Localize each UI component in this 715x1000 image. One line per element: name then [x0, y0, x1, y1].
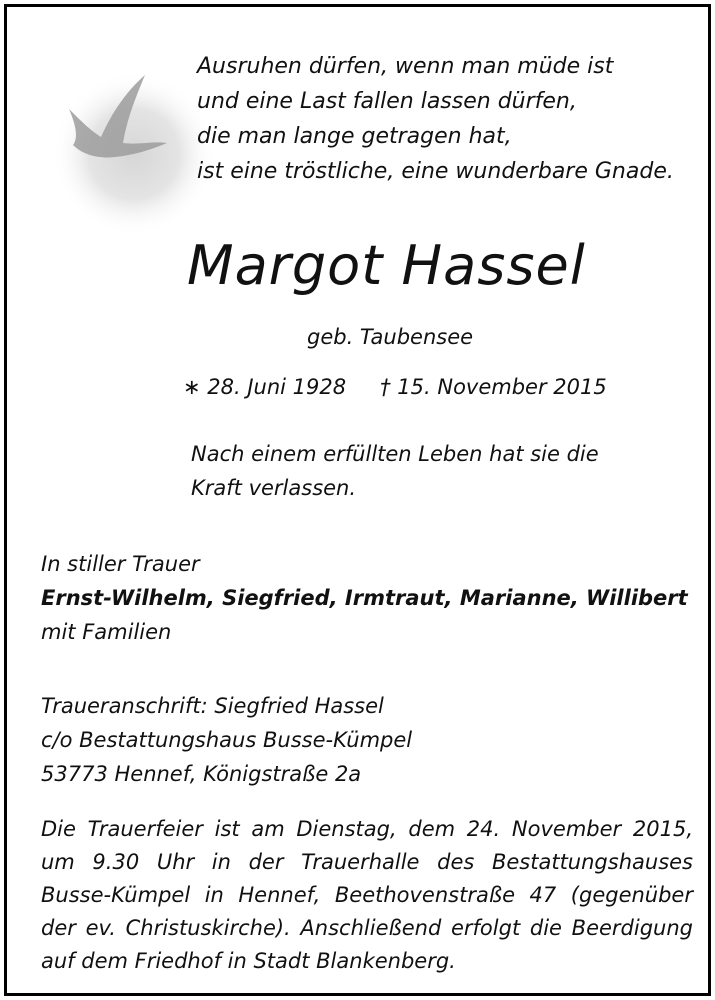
- poem-line: ist eine tröstliche, eine wunderbare Gnade.: [197, 159, 674, 184]
- bird-icon: [49, 59, 219, 239]
- service-line: Die Trauerfeier ist am Dienstag, dem 24. November 2015,: [41, 817, 693, 841]
- address-line: c/o Bestattungshaus Busse-Kümpel: [41, 728, 413, 752]
- service-line: Busse-Kümpel in Hennef, Beethovenstraße 47 (gegenüber: [41, 883, 693, 907]
- poem: [197, 49, 674, 189]
- birth-date: ∗ 28. Juni 1928: [183, 375, 347, 399]
- maiden-name: geb. Taubensee: [307, 325, 474, 349]
- obituary-frame: [4, 4, 711, 996]
- life-text: [191, 437, 599, 505]
- address-line: 53773 Hennef, Königstraße 2a: [41, 762, 362, 786]
- mourners-family: mit Familien: [41, 620, 172, 644]
- service-line: auf dem Friedhof in Stadt Blankenberg.: [41, 949, 456, 973]
- life-dates: [183, 375, 607, 399]
- mourners: [41, 547, 688, 649]
- emblem: [49, 59, 219, 239]
- poem-line: Ausruhen dürfen, wenn man müde ist: [197, 54, 614, 79]
- address-line: Traueranschrift: Siegfried Hassel: [41, 694, 384, 718]
- service-line: der ev. Christuskirche). Anschließend erfolgt die Beerdigung: [41, 916, 693, 940]
- service-line: um 9.30 Uhr in der Trauerhalle des Bestattungshauses: [41, 850, 693, 874]
- poem-line: die man lange getragen hat,: [197, 124, 512, 149]
- mourning-address: [41, 689, 412, 791]
- mourners-names: Ernst-Wilhelm, Siegfried, Irmtraut, Marianne, Willibert: [41, 586, 688, 610]
- poem-line: und eine Last fallen lassen dürfen,: [197, 89, 577, 114]
- deceased-name: Margot Hassel: [187, 234, 586, 297]
- funeral-service-text: [41, 813, 693, 978]
- life-text-line: Nach einem erfüllten Leben hat sie die: [191, 442, 599, 466]
- mourners-intro: In stiller Trauer: [41, 552, 200, 576]
- death-date: † 15. November 2015: [380, 375, 607, 399]
- life-text-line: Kraft verlassen.: [191, 476, 357, 500]
